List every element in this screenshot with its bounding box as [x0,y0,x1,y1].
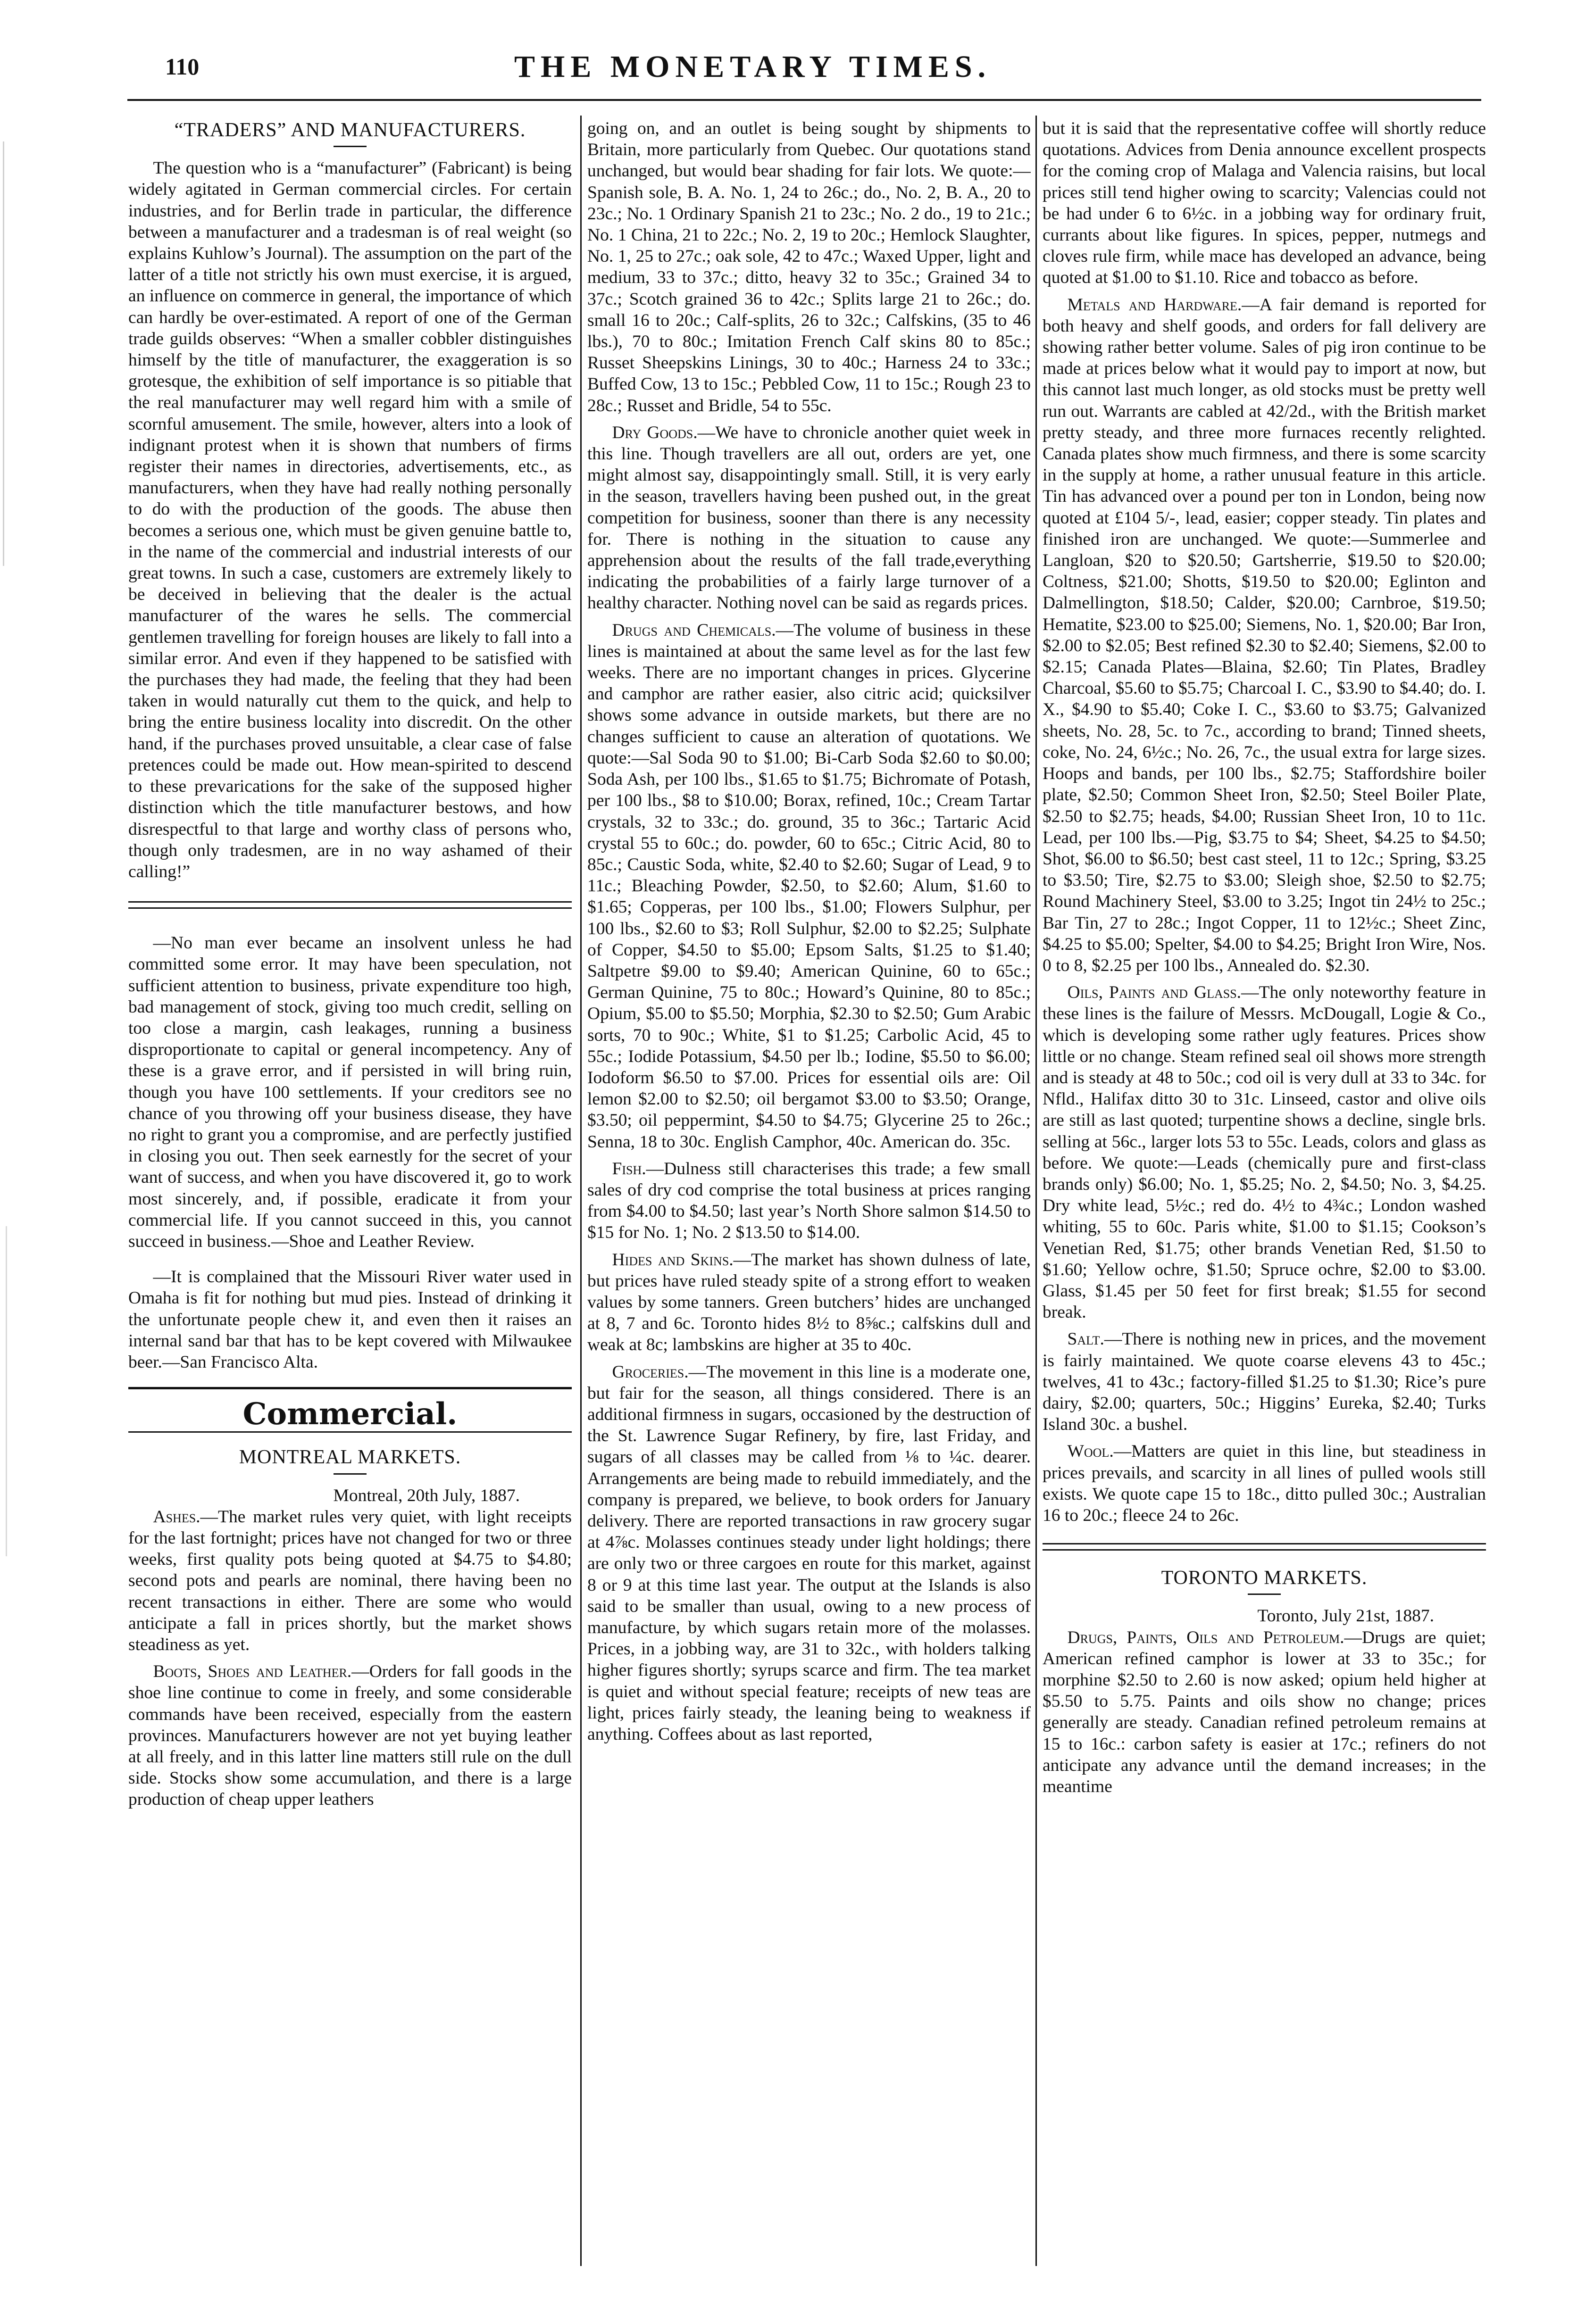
market-title: Drugs and Chemicals. [612,620,776,640]
column-divider [1035,116,1037,2266]
market-text: —The only noteworthy feature in these lines is the failure of Messrs. McDougall, Logie & Co., which is developing some rather ugly features. Prices show little or no change. Steam refined seal oil shows more strength and is steady at 48 to 50c.; cod oil is very dull at 33 to 34c. for Nfld., Halifax ditto 30 to 31c. Linseed, castor and olive oils are still as last quoted; turpentine shows a decline, single brls. selling at 56c., larger lots 53 to 55c. Leads, colors and glass as before. We quote:—Leads (chemically pure and first-class brands only) $6.00; No. 1, $5.25; No. 2, $4.50; No. 3, $4.25. Dry white lead, 5½c.; red do. 4½ to 4¾c.; London washed whiting, 55 to 60c. Paris white, $1.00 to $1.15; Cookson’s Venetian Red, $1.75; other brands Venetian Red, $1.50 to $1.60; Yellow ochre, $1.50; Spruce ochre, $2.00 to $3.00. Glass, $1.45 per 50 feet for first break; $1.55 for second break. [1043,983,1486,1322]
masthead-title: THE MONETARY TIMES. [514,50,992,84]
groceries-continued: but it is said that the representative coffee will shortly reduce quotations. Advices from Denia announce excellent prospects for the coming crop of Malaga and Valencia raisins, but local prices still tend higher owing to scarcity; Valencias could not be had under 6 to 6½c. in a jobbing way for ordinary fruit, currants about like figures. In spices, pepper, nutmegs and cloves rule firm, while mace has developed an advance, being quoted at $1.00 to $1.10. Rice and tobacco as before. [1043,119,1486,288]
market-paragraph-boots [128,1661,572,1810]
market-title: Metals and Hardware. [1067,295,1242,315]
market-text: —Matters are quiet in this line, but steadiness in prices prevails, and scarcity in all lines of pulled wools still exists. We quote cape 15 to 18c., ditto pulled 30c.; Australian 16 to 20c.; fleece 24 to 26c. [1043,1442,1486,1525]
toronto-heading: TORONTO MARKETS. [1161,1567,1368,1589]
market-title: Oils, Paints and Glass. [1067,983,1242,1003]
column-2 [587,118,1031,1745]
market-title: Dry Goods. [612,423,698,442]
article-body: The question who is a “manufacturer” (Fabricant) is being widely agitated in German commercial circles. For certain industries, and for Berlin trade in particular, the difference between a manufacturer and a tradesman is of real weight (so explains Kuhlow’s Journal). The assumption on the part of the latter of a title not strictly his own must exercise, it is argued, an influence on commerce in general, the importance of which can hardly be over-estimated. A report of one of the German trade guilds observes: “When a smaller cobbler distinguishes himself by the title of manufacturer, the exaggeration is so grotesque, the exhibition of self importance is so pitiable that the real manufacturer may well regard him with a smile of scornful amusement. The smile, however, alters into a look of indignant protest when it is shown that numbers of firms register their names in directories, advertisements, etc., as manufacturers, when they have had really nothing personally to do with the production of the goods. The abuse then becomes a serious one, which must be given genuine battle to, in the name of the commercial and industrial interests of our great towns. In such a case, customers are extremely likely to be deceived in believing that the dealer is the actual manufacturer of the wares he sells. The commercial gentlemen travelling for foreign houses are likely to fall into a similar error. And even if they happened to be satisfied with the purchases they had made, the feeling that they had been taken in would naturally cut them to the quick, and help to bring the entire business locality into discredit. On the other hand, if the purchases proved unsuitable, a clear case of false pretences could be made out. How mean-spirited to descend to these prevarications for the sake of the supposed higher distinction which the title manufacturer bestows, and how disrespectful to that large and worthy class of persons who, though only tradesmen, are in no way ashamed of their calling!” [128,158,572,881]
short-rule [334,1473,367,1475]
market-title: Wool. [1067,1442,1114,1461]
market-paragraph-groceries [587,1361,1031,1745]
page-number: 110 [165,53,200,80]
market-paragraph-salt [1043,1328,1486,1435]
market-paragraph-fish [587,1158,1031,1244]
market-title: Hides and Skins. [612,1250,734,1270]
market-paragraph-metals [1043,294,1486,977]
market-title: Fish. [612,1159,646,1179]
market-text: —The market has shown dulness of late, but prices have ruled steady spite of a strong effort to weaken values by some tanners. Green butchers’ hides are unchanged at 8, 7 and 6c. Toronto hides 8½ to 8⅝c.; calfskins dull and weak at 8c; lambskins are higher at 35 to 40c. [587,1250,1031,1355]
scan-edge-mark [3,141,4,566]
market-text: —There is nothing new in prices, and the movement is fairly maintained. We quote coarse elevens 43 to 45c.; twelves, 41 to 43c.; factory-filled $1.25 to $1.30; Rice’s pure dairy, $2.00; quarters, 50c.; Higgins’ Eureka, $2.40; Turks Island 30c. a bushel. [1043,1329,1486,1435]
market-text: —We have to chronicle another quiet week in this line. Though travellers are all out, orders are yet, one might almost say, disappointingly small. Still, it is very early in the season, travellers having been pushed out, in the great competition for business, sooner than there is any necessity for. There is nothing in the situation to cause any apprehension about the results of the fall trade,everything indicating the probabilities of a fairly large turnover of a healthy character. Nothing novel can be said as regards prices. [587,423,1031,613]
market-text: —The volume of business in these lines is maintained at about the same level as for the last few weeks. There are no important changes in prices. Glycerine and camphor are rather easier, also citric acid; quicksilver shows some advance in outside markets, but there are no changes sufficient to cause an alteration of quotations. We quote:—Sal Soda 90 to $1.00; Bi-Carb Soda $2.60 to $0.00; Soda Ash, per 100 lbs., $1.65 to $1.75; Bichromate of Potash, per 100 lbs., $8 to $10.00; Borax, refined, 10c.; Cream Tartar crystals, 32 to 33c.; do. ground, 35 to 36c.; Tartaric Acid crystal 55 to 60c.; do. powder, 60 to 65c.; Citric Acid, 80 to 85c.; Caustic Soda, white, $2.40 to $2.60; Sugar of Lead, 9 to 11c.; Bleaching Powder, $2.50, to $2.60; Alum, $1.60 to $1.65; Copperas, per 100 lbs., $1.00; Flowers Sulphur, per 100 lbs., $2.60 to $3; Roll Sulphur, $2.00 to $2.25; Sulphate of Copper, $4.50 to $5.00; Epsom Salts, $1.25 to $1.40; Saltpetre $9.00 to $9.40; American Quinine, 60 to 65c.; German Quinine, 75 to 80c.; Howard’s Quinine, 80 to 85c.; Opium, $5.00 to $5.50; Morphia, $2.30 to $2.50; Gum Arabic sorts, 70 to 90c.; White, $1 to $1.25; Carbolic Acid, 45 to 55c.; Iodide Potassium, $4.50 per lb.; Iodine, $5.50 to $6.00; Iodoform $6.50 to $7.00. Prices for essential oils are: Oil lemon $2.00 to $2.50; oil bergamot $3.00 to $3.50; Orange, $3.50; oil peppermint, $4.50 to $4.75; Glycerine 25 to 26c.; Senna, 18 to 30c. English Camphor, 40c. American do. 35c. [587,620,1031,1152]
header-rule [127,99,1481,101]
market-title: Boots, Shoes and Leather. [153,1662,352,1682]
missouri-paragraph: —It is complained that the Missouri River water used in Omaha is fit for nothing but mud pies. Instead of drinking it the unfortunate people chew it, and even then it raises an internal sand bar that has to be kept covered with Milwaukee beer.—San Francisco Alta. [128,1267,572,1372]
market-text: —Dulness still characterises this trade; a few small sales of dry cod comprise the total business at prices ranging from $4.00 to $4.50; last year’s North Shore salmon $14.50 to $15 for No. 1; No. 2 $13.50 to $14.00. [587,1159,1031,1243]
article-heading: “TRADERS” AND MANUFACTURERS. [174,119,526,141]
market-paragraph-drugs [587,620,1031,1153]
market-title: Groceries. [612,1362,689,1382]
double-rule [1043,1543,1486,1551]
market-title: Salt. [1067,1329,1104,1349]
market-title: Ashes. [153,1507,200,1527]
column-1 [128,118,572,1810]
market-paragraph-toronto-drugs [1043,1627,1486,1798]
market-text: —A fair demand is reported for both heavy and shelf goods, and orders for fall delivery are showing rather better volume. Sales of pig iron continue to be made at prices below what it would pay to import at now, but this cannot last much longer, as old stocks must be pretty well run out. Warrants are cabled at 42/2d., with the British market pretty steady, and three more furnaces recently relighted. Canada plates show much firmness, and there is some scarcity in the supply at home, a rather unusual feature in this article. Tin has advanced over a pound per ton in London, being now quoted at £104 5/-, lead, easier; copper steady. Tin plates and finished iron are unchanged. We quote:—Summerlee and Langloan, $20 to $20.50; Gartsherrie, $19.50 to $20.00; Coltness, $21.00; Shotts, $19.50 to $20.00; Eglinton and Dalmellington, $18.50; Calder, $20.00; Carnbroe, $19.50; Hematite, $23.00 to $25.00; Siemens, No. 1, $20.00; Bar Iron, $2.00 to $2.05; Best refined $2.30 to $2.40; Siemens, $2.00 to $2.15; Canada Plates—Blaina, $2.60; Tin Plates, Bradley Charcoal, $5.60 to $5.75; Charcoal I. C., $3.90 to $4.40; do. I. X., $4.90 to $5.40; Coke I. C., $3.60 to $3.75; Galvanized sheets, No. 28, 5c. to 7c., according to brand; Tinned sheets, coke, No. 24, 6½c.; No. 26, 7c., the usual extra for large sizes. Hoops and bands, per 100 lbs., $2.75; Staffordshire boiler plate, $2.50; Common Sheet Iron, $2.50; Steel Boiler Plate, $2.50 to $2.75; heads, $4.00; Russian Sheet Iron, 10 to 11c. Lead, per 100 lbs.—Pig, $3.75 to $4; Sheet, $4.25 to $4.50; Shot, $6.00 to $6.50; best cast steel, 11 to 12c.; Spring, $3.25 to $3.50; Tire, $2.75 to $3.00; Sleigh shoe, $2.50 to $2.75; Round Machinery Steel, $3.00 to 3.25; Ingot tin 24½ to 25c.; Bar Tin, 27 to 28c.; Ingot Copper, 11 to 12½c.; Sheet Zinc, $4.25 to $5.00; Spelter, $4.00 to $4.25; Bright Iron Wire, Nos. 0 to 8, $2.25 per 100 lbs., Annealed do. $2.30. [1043,295,1486,975]
section-rule [128,1387,572,1389]
dateline: Montreal, 20th July, 1887. [333,1486,520,1505]
toronto-dateline: Toronto, July 21st, 1887. [1257,1606,1434,1626]
market-paragraph-ashes [128,1506,572,1655]
market-paragraph-oils [1043,982,1486,1323]
insolvent-paragraph: —No man ever became an insolvent unless he had committed some error. It may have been speculation, not sufficient attention to business, private expenditure too high, bad management of stock, giving too much credit, selling on too close a margin, cash leakages, running a business disproportionate to capital or general incompetency. Any of these is a grave error, and if persisted in will bring ruin, though you have 100 settlements. If your creditors see no chance of you throwing off your business disease, they have no right to grant you a compromise, and are perfectly justified in closing you out. Then seek earnestly for the secret of your want of success, and when you have discovered it, go to work most sincerely, and, if possible, eradicate it from your commercial life. If you cannot succeed in this, you cannot succeed in business.—Shoe and Leather Review. [128,933,572,1251]
short-rule [334,146,367,147]
market-text: —The movement in this line is a moderate one, but fair for the season, all things considered. There is an additional firmness in sugars, occasioned by the destruction of the St. Lawrence Sugar Refinery, by fire, last Friday, and sugars of all classes may be called from ⅛ to ¼c. dearer. Arrangements are being made to rebuild immediately, and the company is prepared, we believe, to book orders for January delivery. There are reported transactions in raw grocery sugar at 4⅞c. Molasses continues steady under light holdings; there are only two or three cargoes en route for this market, against 8 or 9 at this time last year. The output at the Islands is also said to be smaller than usual, owing to a new process of manufacture, by which sugars retain more of the molasses. Prices, in a jobbing way, are 31 to 32c., with holders talking higher figures shortly; syrups scarce and firm. The tea market is quiet and without special feature; receipts of new teas are light, prices fairly steady, the leaning being to weakness if anything. Coffees about as last reported, [587,1362,1031,1744]
column-divider [580,116,582,2266]
market-paragraph-wool [1043,1441,1486,1526]
market-title: Drugs, Paints, Oils and Petroleum. [1067,1627,1344,1647]
market-paragraph-dry-goods [587,422,1031,614]
double-rule [128,901,572,909]
scan-edge-mark [6,1226,7,1556]
boots-continued: going on, and an outlet is being sought by shipments to Britain, more particularly from Quebec. Our quotations stand unchanged, but would bear shading for fair lots. We quote:—Spanish sole, B. A. No. 1, 24 to 26c.; do., No. 2, B. A., 20 to 23c.; No. 1 Ordinary Spanish 21 to 23c.; No. 2 do., 19 to 21c.; No. 1 China, 21 to 22c.; No. 2, 19 to 20c.; Hemlock Slaughter, No. 1, 25 to 27c.; oak sole, 42 to 47c.; Waxed Upper, light and medium, 33 to 37c.; ditto, heavy 32 to 35c.; Grained 34 to 37c.; Scotch grained 36 to 42c.; Splits large 21 to 26c.; do. small 16 to 20c.; Calf-splits, 26 to 32c.; Calfskins, (35 to 46 lbs.), 70 to 80c.; Imitation French Calf skins 80 to 85c.; Russet Sheepskins Linings, 30 to 40c.; Harness 24 to 33c.; Buffed Cow, 13 to 15c.; Pebbled Cow, 11 to 15c.; Rough 23 to 28c.; Russet and Bridle, 54 to 55c. [587,119,1031,415]
market-text: —Drugs are quiet; American refined camphor is lower at 33 to 35c.; for morphine $2.50 to 2.60 is now asked; opium held higher at $5.50 to 5.75. Paints and oils show no change; prices generally are steady. Canadian refined petroleum remains at 15 to 16c.: carbon safety is easier at 17c.; refiners do not anticipate any advance until the demand increases; in the meantime [1043,1627,1486,1797]
market-text: —The market rules very quiet, with light receipts for the last fortnight; prices have not changed for two or three weeks, first quality pots being quoted at $4.75 to $4.80; second pots and pearls are nominal, there having been no recent transactions in either. There are some who would anticipate a fall in prices shortly, but the market shows steadiness as yet. [128,1507,572,1654]
column-3 [1043,118,1486,1797]
market-paragraph-hides [587,1249,1031,1356]
section-title: Commercial. [242,1396,458,1432]
market-text: —Orders for fall goods in the shoe line continue to come in freely, and some considerable commands have been received, especially from the eastern provinces. Manufacturers however are not yet buying leather at all freely, and in this latter line matters still rule on the dull side. Stocks show some accumulation, and there is a large production of cheap upper leathers [128,1662,572,1809]
markets-heading: MONTREAL MARKETS. [239,1446,461,1469]
short-rule [1248,1594,1281,1595]
